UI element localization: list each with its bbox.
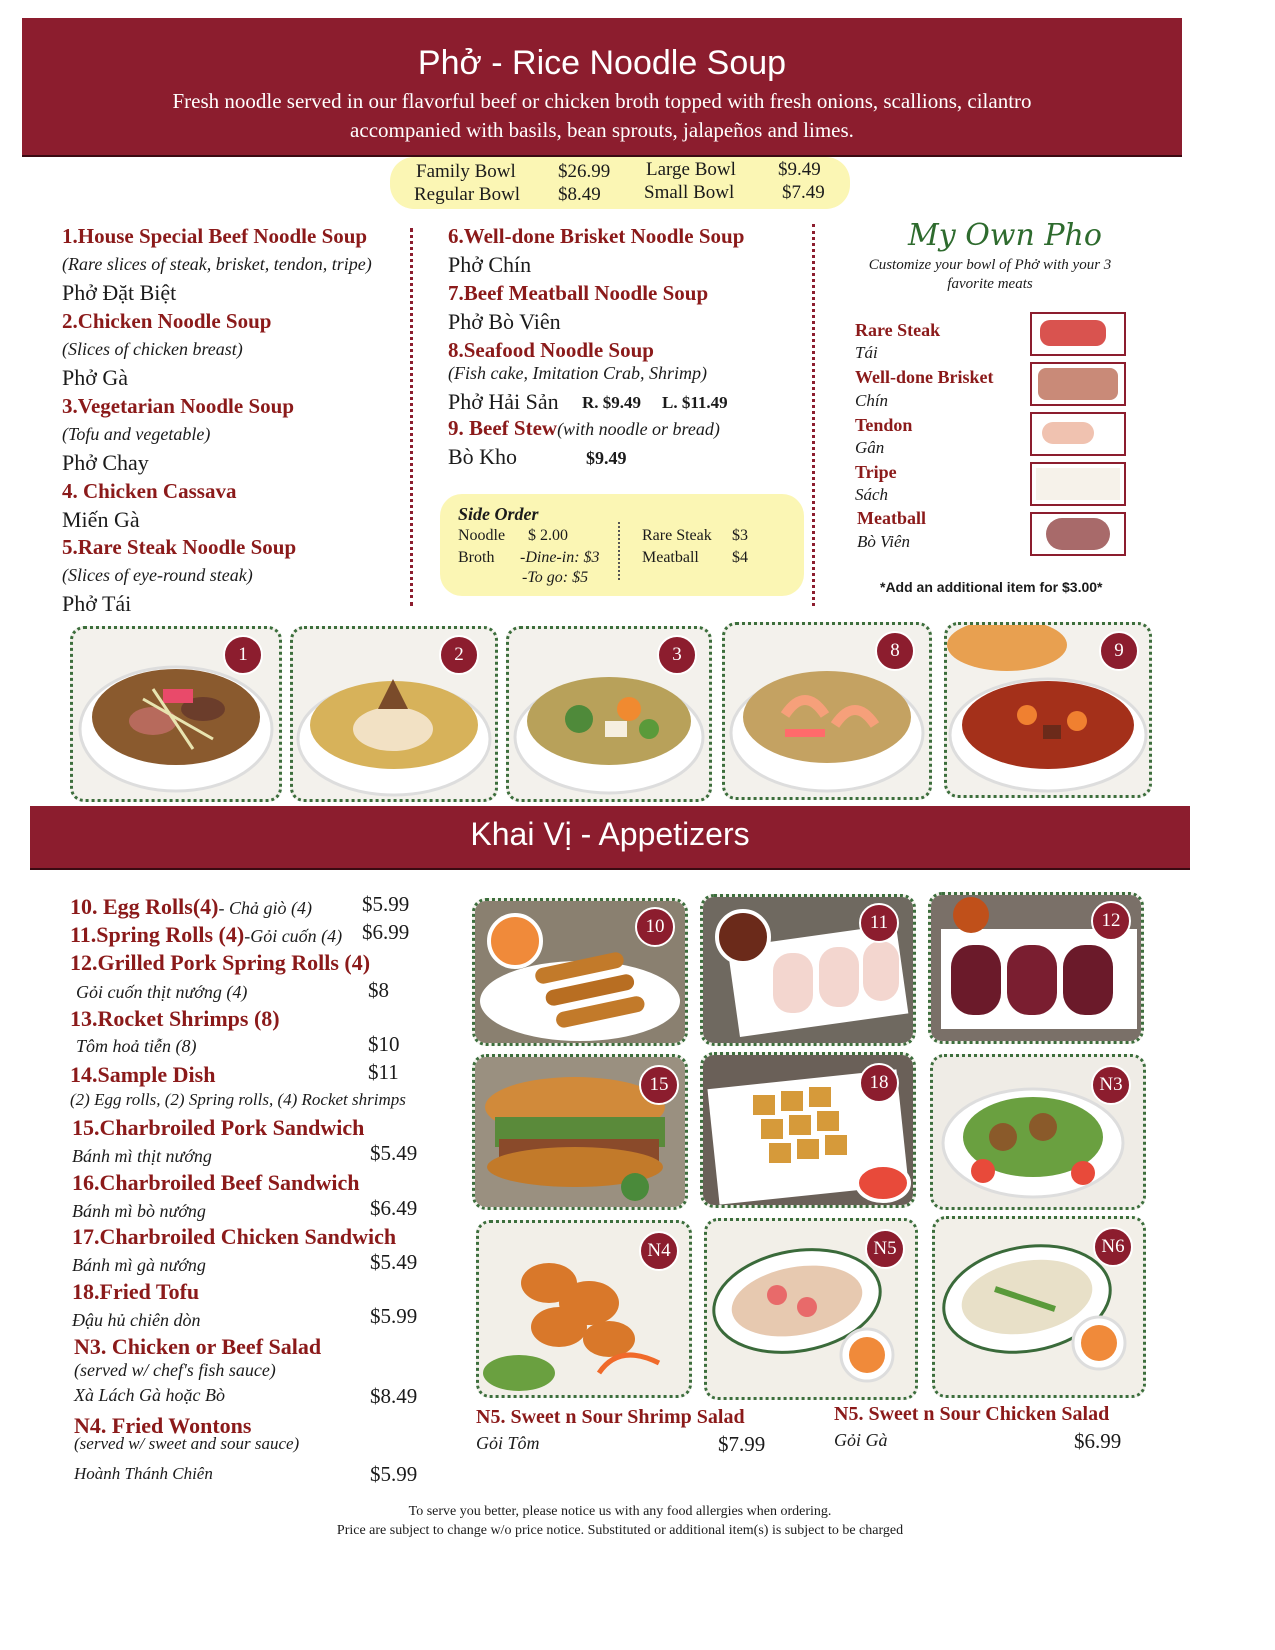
my-own-pho-subtitle [840,256,1140,294]
side-meatball-price: $4 [732,549,748,566]
pho-description-line2: accompanied with basils, bean sprouts, jalapeños and limes. [350,118,854,142]
pho-item-9-title [448,416,720,441]
my-own-pho-subtitle-line2: favorite meats [947,276,1033,292]
pho-item-6-viet: Phở Chín [448,252,532,277]
app-15-name: 15.Charbroiled Pork Sandwich [72,1115,365,1140]
pho-item-7-viet: Phở Bò Viên [448,309,561,334]
pho-item-8-price-large: L. $11.49 [662,393,728,412]
app-n4-desc: (served w/ sweet and sour sauce) [74,1434,300,1453]
photo-app-11 [700,894,916,1046]
app-11-name [70,922,342,948]
photo-badge: 9 [1099,631,1139,671]
photo-app-n4 [476,1220,692,1398]
app-n3-price: $8.49 [370,1384,418,1408]
meat-tripe-name: Tripe [855,462,897,482]
pho-banner [22,18,1182,157]
app-n4-viet: Hoành Thánh Chiên [74,1464,213,1483]
app-15-viet: Bánh mì thịt nướng [72,1146,212,1166]
photo-badge: 10 [635,907,675,947]
app-12-price: $8 [368,978,389,1002]
app-11-viet: -Gỏi cuốn (4) [244,926,343,946]
app-10-title: 10. Egg Rolls(4) [70,894,219,919]
bowl-size-prices [390,157,850,209]
app-14-name: 14.Sample Dish [70,1062,216,1087]
meat-tripe-viet: Sách [855,485,889,504]
size-family-label: Family Bowl [416,161,516,182]
app-n4-name: N4. Fried Wontons [74,1413,252,1438]
photo-app-18 [700,1052,916,1208]
app-n3-viet: Xà Lách Gà hoặc Bò [74,1385,225,1405]
tendon-swatch [1042,422,1094,444]
app-15-price: $5.49 [370,1141,418,1165]
app-16-viet: Bánh mì bò nướng [72,1201,206,1221]
size-regular-price: $8.49 [558,184,601,205]
app-12-viet: Gỏi cuốn thịt nướng (4) [76,982,248,1002]
meat-tendon-name: Tendon [855,415,913,435]
photo-app-10 [472,898,688,1046]
side-broth-label: Broth [458,549,495,566]
photo-badge: 8 [875,631,915,671]
salad-shrimp-price: $7.99 [718,1432,766,1456]
pho-item-5-desc: (Slices of eye-round steak) [62,565,253,585]
pho-item-5-name: 5.Rare Steak Noodle Soup [62,535,297,559]
meat-meatball-name: Meatball [857,508,926,528]
app-n4-price: $5.99 [370,1462,418,1486]
app-17-viet: Bánh mì gà nướng [72,1255,206,1275]
photo-pho-9 [944,622,1152,798]
pho-item-6-name: 6.Well-done Brisket Noodle Soup [448,224,745,248]
app-12-name: 12.Grilled Pork Spring Rolls (4) [70,950,371,975]
app-18-price: $5.99 [370,1304,418,1328]
divider-left [410,228,413,606]
size-regular-label: Regular Bowl [414,184,521,205]
meatball-swatch [1046,518,1110,550]
photo-badge: N6 [1093,1227,1133,1267]
pho-item-2-desc: (Slices of chicken breast) [62,339,243,359]
footer-line2: Price are subject to change w/o price notice. Substituted or additional item(s) is subject to be charged [336,1523,904,1538]
appetizers-title: Khai Vị - Appetizers [470,816,750,852]
side-order-title: Side Order [458,504,539,524]
app-16-price: $6.49 [370,1196,418,1220]
meat-tripe-photo [1030,462,1126,506]
app-10-viet: - Chả giò (4) [218,898,312,918]
photo-app-15 [472,1054,688,1210]
salad-chicken-price: $6.99 [1074,1429,1122,1453]
side-broth-dine: -Dine-in: $3 [520,549,600,566]
app-18-name: 18.Fried Tofu [72,1279,200,1304]
app-16-name: 16.Charbroiled Beef Sandwich [72,1170,360,1195]
size-small-price: $7.49 [782,182,825,203]
photo-pho-8 [722,622,932,800]
photo-badge: 3 [657,635,697,675]
app-10-price: $5.99 [362,892,410,916]
photo-badge: 11 [859,903,899,943]
footer-line1: To serve you better, please notice us with any food allergies when ordering. [408,1504,832,1519]
side-rare-label: Rare Steak [642,527,712,544]
app-17-price: $5.49 [370,1250,418,1274]
photo-badge: 12 [1091,901,1131,941]
photo-app-n6 [932,1216,1146,1398]
divider-right [812,224,815,606]
pho-item-4-name: 4. Chicken Cassava [62,479,237,503]
app-n3-desc: (served w/ chef's fish sauce) [74,1360,276,1380]
pho-item-4-viet: Miến Gà [62,507,140,532]
photo-badge: 1 [223,635,263,675]
pho-item-9-viet: Bò Kho [448,444,518,469]
app-n3-name: N3. Chicken or Beef Salad [74,1334,322,1359]
pho-title: Phở - Rice Noodle Soup [417,44,787,82]
photo-badge: N4 [639,1231,679,1271]
meat-rare-steak-name: Rare Steak [855,320,941,340]
salad-shrimp-name: N5. Sweet n Sour Shrimp Salad [476,1406,745,1428]
my-own-pho-subtitle-line1: Customize your bowl of Phở with your 3 [868,257,1112,273]
pho-item-3-name: 3.Vegetarian Noodle Soup [62,394,294,418]
side-order-box [440,494,804,596]
photo-app-n5 [704,1218,918,1400]
pho-item-1-desc: (Rare slices of steak, brisket, tendon, tripe) [62,254,372,274]
side-meatball-label: Meatball [642,549,699,566]
size-large-label: Large Bowl [646,159,736,180]
app-14-price: $11 [368,1060,399,1084]
app-13-viet: Tôm hoả tiễn (8) [76,1036,197,1056]
meat-brisket-name: Well-done Brisket [855,367,994,387]
pho-item-1-name: 1.House Special Beef Noodle Soup [62,224,368,248]
pho-item-5-viet: Phở Tái [62,591,132,616]
pho-item-3-desc: (Tofu and vegetable) [62,424,211,444]
meat-tendon-photo [1030,412,1126,456]
photo-badge: 2 [439,635,479,675]
pho-item-8-desc: (Fish cake, Imitation Crab, Shrimp) [448,363,707,383]
tripe-swatch [1036,468,1120,500]
pho-item-2-viet: Phở Gà [62,365,129,390]
my-own-pho-addon-note: *Add an additional item for $3.00* [880,579,1103,595]
photo-badge: N3 [1091,1065,1131,1105]
appetizers-banner [30,806,1190,870]
side-broth-togo: -To go: $5 [522,569,589,586]
pho-item-9-suffix: (with noodle or bread) [557,419,720,439]
photo-badge: N5 [865,1229,905,1269]
meat-rare-steak-viet: Tái [855,343,878,362]
side-rare-price: $3 [732,527,748,544]
photo-badge: 18 [859,1063,899,1103]
photo-badge: 15 [639,1065,679,1105]
size-large-price: $9.49 [778,159,821,180]
app-14-desc: (2) Egg rolls, (2) Spring rolls, (4) Rocket shrimps [70,1090,406,1109]
app-18-viet: Đậu hủ chiên dòn [72,1310,201,1330]
app-13-name: 13.Rocket Shrimps (8) [70,1006,280,1031]
size-small-label: Small Bowl [644,182,735,203]
pho-item-9-price: $9.49 [586,448,627,468]
photo-pho-2 [290,626,498,802]
pho-item-1-viet: Phở Đặt Biệt [62,280,177,305]
salad-chicken-name: N5. Sweet n Sour Chicken Salad [834,1403,1110,1425]
side-order-divider [618,522,620,580]
rare-steak-swatch [1040,320,1106,346]
meat-rare-steak-photo [1030,312,1126,356]
salad-shrimp-viet: Gỏi Tôm [476,1433,540,1453]
brisket-swatch [1038,368,1118,400]
side-noodle-price: $ 2.00 [528,527,568,544]
app-11-title: 11.Spring Rolls (4) [70,922,245,947]
salad-chicken-viet: Gỏi Gà [834,1430,888,1450]
app-13-price: $10 [368,1032,400,1056]
photo-pho-1 [70,626,282,802]
pho-item-8-name: 8.Seafood Noodle Soup [448,338,654,362]
pho-item-8-viet: Phở Hải Sản [448,389,559,414]
pho-item-7-name: 7.Beef Meatball Noodle Soup [448,281,709,305]
photo-app-12 [928,892,1144,1044]
meat-brisket-photo [1030,362,1126,406]
pho-item-9-name: 9. Beef Stew [448,416,558,440]
meat-brisket-viet: Chín [855,391,889,410]
side-noodle-label: Noodle [458,527,506,544]
pho-description-line1: Fresh noodle served in our flavorful beef or chicken broth topped with fresh onions, scallions, cilantro [172,89,1032,113]
meat-meatball-viet: Bò Viên [857,532,911,551]
meat-meatball-photo [1030,512,1126,556]
size-family-price: $26.99 [558,161,611,182]
pho-item-3-viet: Phở Chay [62,450,149,475]
app-17-name: 17.Charbroiled Chicken Sandwich [72,1224,397,1249]
app-11-price: $6.99 [362,920,410,944]
pho-item-8-price-regular: R. $9.49 [582,393,642,412]
app-10-name [70,894,312,920]
meat-tendon-viet: Gân [855,438,885,457]
photo-pho-3 [506,626,712,802]
footer-note [0,1502,1240,1540]
pho-item-2-name: 2.Chicken Noodle Soup [62,309,272,333]
my-own-pho-title: My Own Pho [908,218,1102,253]
photo-app-n3 [930,1054,1146,1210]
